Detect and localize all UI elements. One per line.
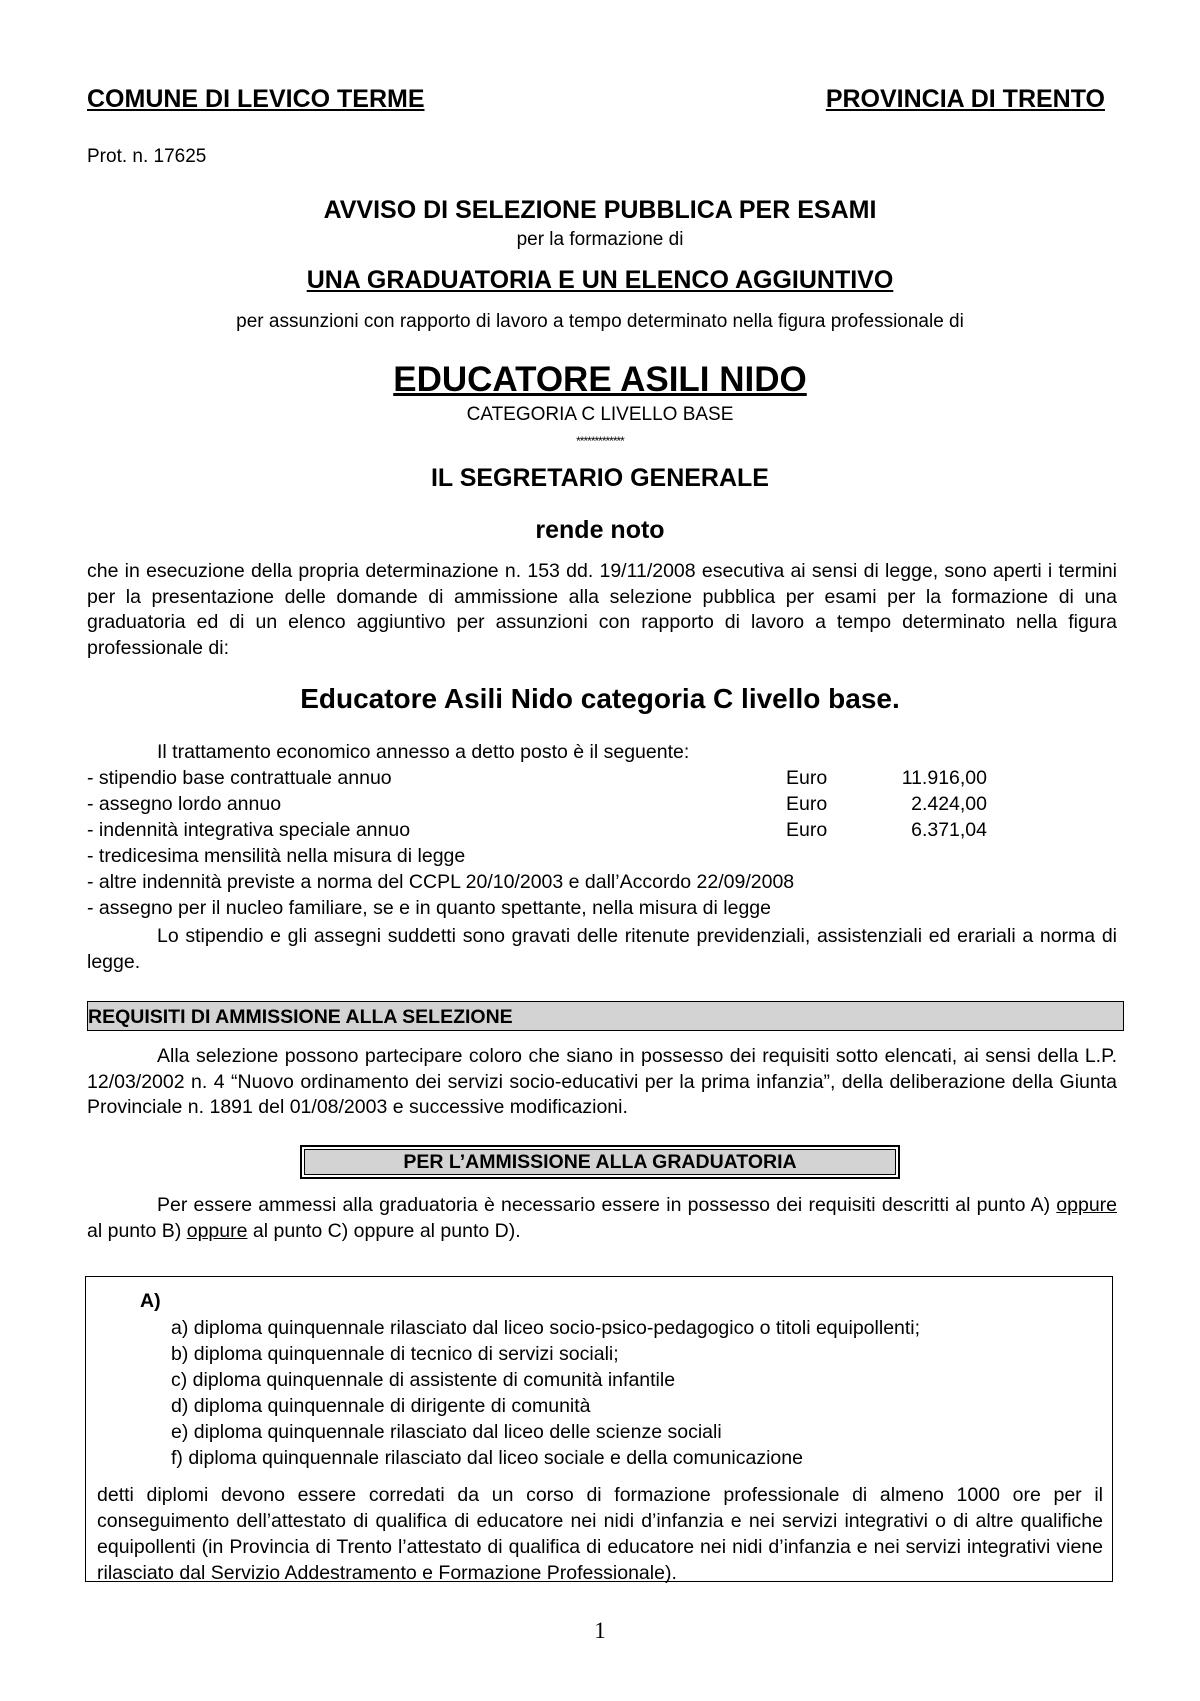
ranking-title: UNA GRADUATORIA E UN ELENCO AGGIUNTIVO — [306, 266, 894, 294]
salary-item: - assegno per il nucleo familiare, se e in quanto spettante, nella misura di legge — [87, 897, 771, 919]
diploma-requirements-text: detti diplomi devono essere corredati da un corso di formazione professionale di almeno 1000 ore per il conseguimento dell’attestato di qualifica di educatore nei nidi d’infanzia e nei servizi integrativi o di altre qualifiche equipollenti (in Provincia di Trento l’attestato di qualifica di educatore nei nidi d’infanzia e nei servizi integrativi viene rilasciato dal Servizio Addestramento e Formazione Professionale). — [97, 1484, 1103, 1584]
section-requirements-header — [87, 1001, 1124, 1031]
salary-item: - assegno lordo annuo — [87, 793, 282, 815]
separator-stars: ************* — [576, 434, 624, 448]
notice-subtitle: per la formazione di — [516, 229, 684, 250]
salary-currency: Euro — [786, 819, 828, 841]
salary-intro: Il trattamento economico annesso a detto posto è il seguente: — [157, 741, 690, 763]
page-number: 1 — [594, 1618, 606, 1643]
section-requirements-title: REQUISITI DI AMMISSIONE ALLA SELEZIONE — [88, 1006, 513, 1028]
salary-amount: 2.424,00 — [911, 793, 987, 815]
ranking-admission-header — [300, 1145, 900, 1179]
admission-or-2: oppure — [186, 1219, 248, 1242]
position-name: Educatore Asili Nido categoria C livello base. — [300, 683, 900, 714]
position-title: EDUCATORE ASILI NIDO — [393, 360, 807, 399]
diploma-item: f) diploma quinquennale rilasciato dal liceo sociale e della comunicazione — [171, 1447, 803, 1469]
admission-text-a: Per essere ammessi alla graduatoria è necessario essere in possesso dei requisiti descritti al punto A) — [157, 1194, 1051, 1216]
salary-amount: 11.916,00 — [901, 767, 987, 789]
position-category: CATEGORIA C LIVELLO BASE — [466, 404, 734, 425]
salary-item: - indennità integrativa speciale annuo — [87, 819, 411, 841]
salary-currency: Euro — [786, 767, 828, 789]
requirement-a-label: A) — [140, 1290, 161, 1312]
ranking-subtitle: per assunzioni con rapporto di lavoro a tempo determinato nella figura professionale di — [236, 311, 964, 332]
requirements-paragraph: Alla selezione possono partecipare coloro che siano in possesso dei requisiti sotto elencati, ai sensi della L.P. 12/03/2002 n. 4 “Nuovo ordinamento dei servizi socio-educativi per la prima infanzia”, della deliberazione della Giunta Provinciale n. 1891 del 01/08/2003 e successive modificazioni. — [87, 1045, 1117, 1118]
salary-amount: 6.371,04 — [911, 819, 987, 841]
diploma-item: b) diploma quinquennale di tecnico di servizi sociali; — [171, 1343, 619, 1365]
salary-currency: Euro — [786, 793, 828, 815]
salary-item: - tredicesima mensilità nella misura di legge — [87, 845, 466, 867]
diploma-item: a) diploma quinquennale rilasciato dal liceo socio-psico-pedagogico o titoli equipollenti; — [171, 1317, 921, 1339]
issuer-title: IL SEGRETARIO GENERALE — [430, 464, 769, 492]
admission-text-b: al punto B) — [87, 1219, 182, 1242]
protocol-number: Prot. n. 17625 — [87, 146, 207, 167]
diploma-item: e) diploma quinquennale rilasciato dal liceo delle scienze sociali — [171, 1421, 722, 1443]
diploma-item: d) diploma quinquennale di dirigente di comunità — [171, 1395, 591, 1417]
salary-note: Lo stipendio e gli assegni suddetti sono gravati delle ritenute previdenziali, assistenziali ed erariali a norma di legge. — [87, 925, 1117, 973]
salary-item: - altre indennità previste a norma del CCPL 20/10/2003 e dall’Accordo 22/09/2008 — [87, 871, 795, 893]
intro-paragraph: che in esecuzione della propria determinazione n. 153 dd. 19/11/2008 esecutiva ai sensi di legge, sono aperti i termini per la presentazione delle domande di ammissione alla selezione pubblica per esami per la formazione di una graduatoria ed di un elenco aggiuntivo per assunzioni con rapporto di lavoro a tempo determinato nella figura professionale di: — [87, 560, 1117, 659]
header-comune: COMUNE DI LEVICO TERME — [87, 85, 425, 113]
diploma-item: c) diploma quinquennale di assistente di comunità infantile — [171, 1369, 676, 1391]
admission-text-c: al punto C) oppure al punto D). — [252, 1219, 521, 1242]
admission-or-1: oppure — [1056, 1194, 1118, 1216]
admission-paragraph — [87, 1193, 1117, 1244]
notice-title: AVVISO DI SELEZIONE PUBBLICA PER ESAMI — [323, 196, 877, 224]
ranking-admission-title: PER L’AMMISSIONE ALLA GRADUATORIA — [304, 1149, 896, 1175]
header-provincia: PROVINCIA DI TRENTO — [825, 85, 1105, 113]
announces-heading: rende noto — [535, 516, 665, 544]
salary-item: - stipendio base contrattuale annuo — [87, 767, 392, 789]
